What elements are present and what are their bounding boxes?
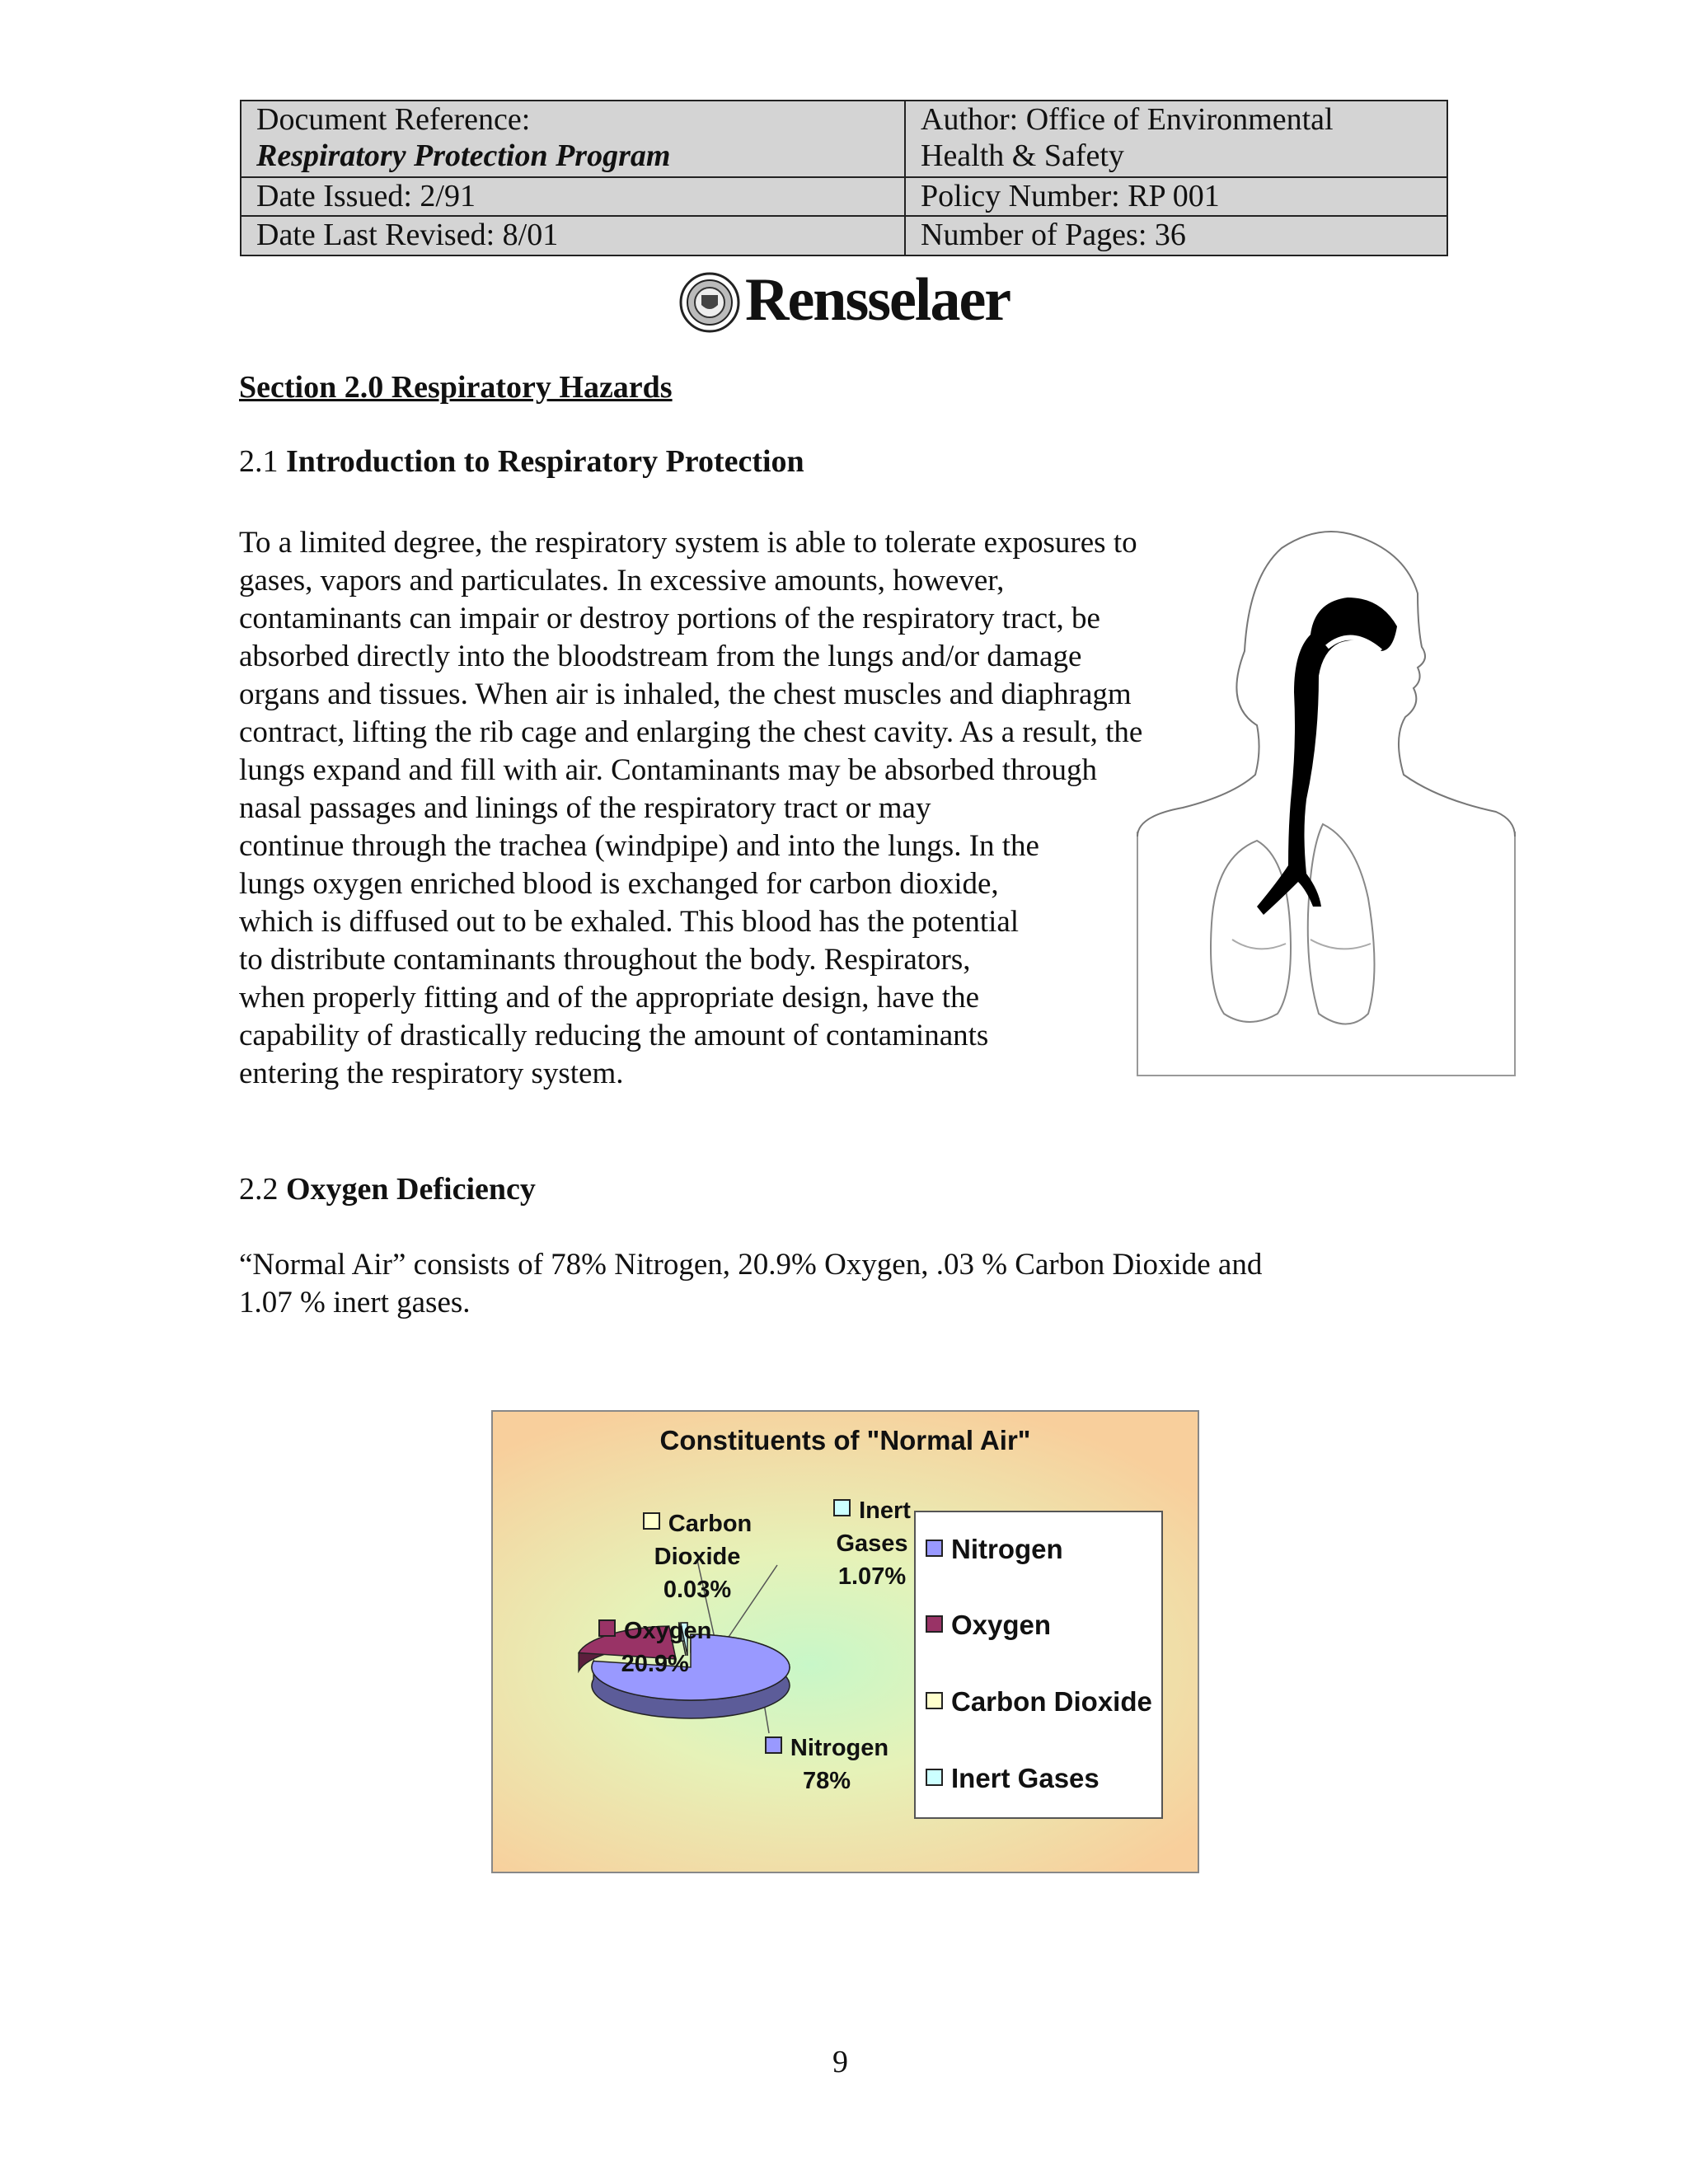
paragraph-line: contaminants can impair or destroy portions of the respiratory tract, be [239,602,1100,635]
data-label-oxygen: Oxygen 20.9% [598,1615,711,1680]
respiratory-system-illustration [1133,527,1521,1080]
paragraph-line: lungs expand and fill with air. Contaminants may be absorbed through [239,753,1097,787]
normal-air-pie-chart [491,1410,1199,1873]
paragraph-line: capability of drastically reducing the amount of contaminants [239,1019,989,1052]
subsection-title: Oxygen Deficiency [286,1172,536,1207]
doc-reference-label: Document Reference: [256,102,531,137]
author-line-2: Health & Safety [921,138,1124,173]
section-title: Section 2.0 Respiratory Hazards [239,370,673,405]
data-label-nitrogen: Nitrogen 78% [728,1732,926,1797]
paragraph-line: nasal passages and linings of the respiratory tract or may [239,791,931,825]
chart-title: Constituents of "Normal Air" [659,1425,1031,1455]
logo-wordmark: Rensselaer [745,266,1010,334]
legend-item-inert-gases: Inert Gases [926,1763,1100,1794]
subsection-heading-2-2 [239,1171,536,1207]
paragraph-line: 1.07 % inert gases. [239,1286,471,1319]
intro-paragraph [239,524,1142,1093]
paragraph-line: continue through the trachea (windpipe) and into the lungs. In the [239,829,1039,863]
number-of-pages: Number of Pages: 36 [905,216,1447,255]
author-cell [905,101,1447,177]
date-issued: Date Issued: 2/91 [241,177,905,217]
paragraph-line: contract, lifting the rib cage and enlarging the chest cavity. As a result, the [239,715,1143,749]
policy-number: Policy Number: RP 001 [905,177,1447,217]
legend-item-nitrogen: Nitrogen [926,1534,1063,1565]
co2-swatch [643,1512,660,1530]
data-label-carbon-dioxide: Carbon Dioxide 0.03% [598,1507,796,1606]
document-header-table [240,100,1448,256]
normal-air-paragraph [239,1246,1262,1322]
legend-item-carbon-dioxide: Carbon Dioxide [926,1686,1152,1718]
data-label-inert-gases: Inert Gases 1.07% [773,1494,971,1593]
rensselaer-logo [679,266,1010,334]
author-line-1: Author: Office of Environmental [921,102,1334,137]
paragraph-line: absorbed directly into the bloodstream from the lungs and/or damage [239,640,1082,673]
chart-legend [914,1511,1163,1819]
paragraph-line: gases, vapors and particulates. In excessive amounts, however, [239,564,1005,598]
doc-reference-title: Respiratory Protection Program [256,138,671,173]
doc-reference-cell [241,101,905,177]
paragraph-line: to distribute contaminants throughout the body. Respirators, [239,943,971,977]
legend-swatch [926,1692,943,1709]
subsection-number: 2.1 [239,444,279,479]
nitrogen-swatch [765,1736,782,1754]
subsection-number: 2.2 [239,1172,279,1207]
subsection-heading-2-1 [239,443,804,480]
subsection-title: Introduction to Respiratory Protection [286,444,804,479]
legend-swatch [926,1615,943,1633]
oxygen-swatch [598,1619,616,1637]
legend-item-oxygen: Oxygen [926,1610,1051,1641]
page-number: 9 [832,2045,848,2079]
paragraph-line: entering the respiratory system. [239,1057,624,1090]
paragraph-line: which is diffused out to be exhaled. This blood has the potential [239,905,1020,939]
inert-swatch [833,1499,851,1516]
paragraph-line: organs and tissues. When air is inhaled, the chest muscles and diaphragm [239,677,1132,711]
legend-swatch [926,1540,943,1557]
paragraph-line: To a limited degree, the respiratory system is able to tolerate exposures to [239,526,1137,560]
legend-swatch [926,1769,943,1786]
paragraph-line: lungs oxygen enriched blood is exchanged for carbon dioxide, [239,867,999,901]
paragraph-line: “Normal Air” consists of 78% Nitrogen, 20.9% Oxygen, .03 % Carbon Dioxide and [239,1248,1263,1282]
seal-icon [679,272,740,333]
paragraph-line: when properly fitting and of the appropriate design, have the [239,981,979,1015]
date-last-revised: Date Last Revised: 8/01 [241,216,905,255]
